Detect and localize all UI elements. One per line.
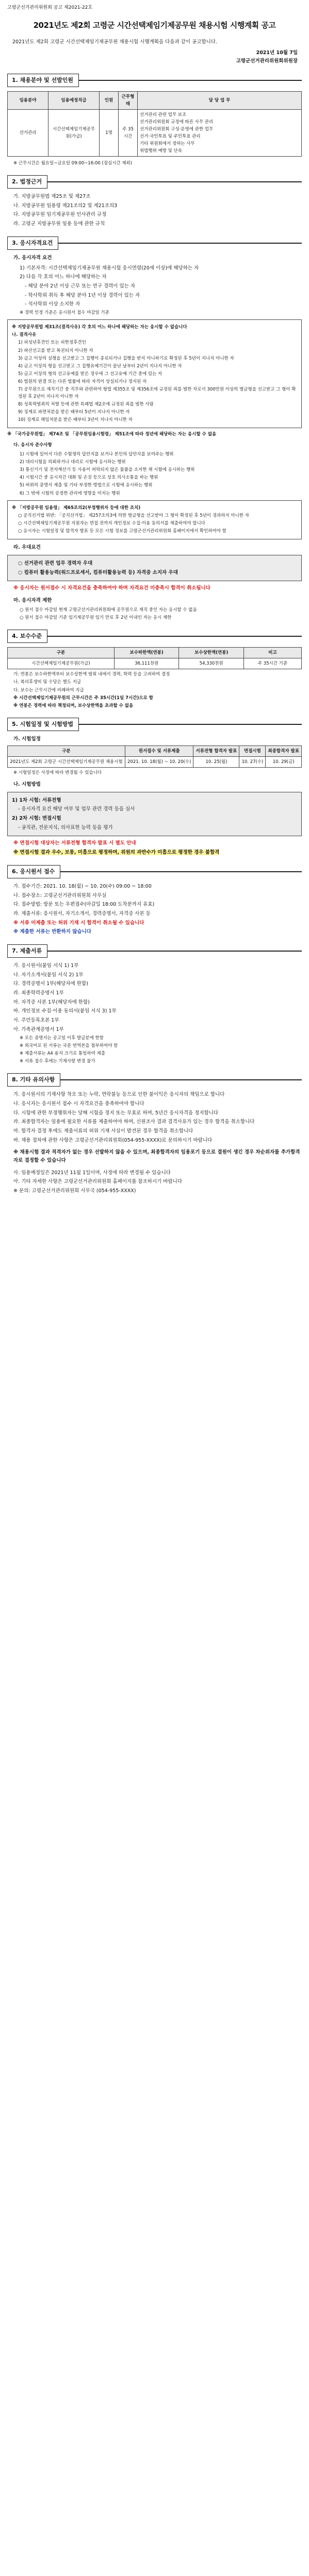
disqualification-box — [7, 319, 302, 428]
notice-page — [0, 0, 309, 1217]
notice-number: 고령군선거관리위원회 공고 제2021-22호 — [7, 5, 93, 10]
caution-item: 다. 시험에 관한 부정행위자는 당해 시험을 정지 또는 무효로 하며, 5년간 응시자격을 정지합니다 — [13, 1110, 219, 1116]
section-7-title: 7. 제출서류 — [7, 944, 47, 958]
cell-salary-min: 36,111천원 — [114, 658, 179, 669]
method-item: 2) 2차 시험: 면접시험 — [12, 816, 61, 822]
section-4-heading — [7, 630, 302, 643]
th-application: 원서접수 및 서류제출 — [125, 745, 193, 756]
disqual-item: 1) 피성년후견인 또는 피한정후견인 — [18, 340, 86, 346]
cell-field: 선거관리 — [8, 109, 48, 156]
interview-warning: ※ 면접시험 대상자는 서류전형 합격자 발표 시 별도 안내 — [13, 840, 136, 846]
section-4-title: 4. 보수수준 — [7, 630, 47, 643]
section-8-title: 8. 기타 유의사항 — [7, 1073, 60, 1087]
caution-bold-block: ※ 채용시험 결과 적격자가 없는 경우 선발하지 않을 수 있으며, 최종합격자의 임용포기 등으로 결원이 생긴 경우 차순위자를 추가합격자로 결정할 수 있습니다 — [13, 1149, 300, 1164]
duty-item: 선거관리위원회 구성·운영에 관한 업무 — [140, 126, 214, 132]
section-1-note: ※ 근무시간은 월요일~금요일 09:00~16:00 (점심시간 제외) — [13, 160, 133, 166]
application-notice: ※ 제출한 서류는 반환하지 않습니다 — [13, 929, 91, 935]
th-salary-type: 구분 — [8, 648, 115, 658]
method-item: - 응시자격 요건 해당 여부 및 업무 관련 경력 등을 심사 — [18, 806, 135, 812]
cell-doc-result: 10. 25(월) — [193, 756, 239, 767]
document-item: 마. 자격증 사본 1부(해당자에 한함) — [13, 999, 90, 1005]
duty-item: 선거관리위원회 규정에 따른 사무 관리 — [140, 119, 214, 125]
disqual-subheading: 나. 결격사유 — [12, 332, 37, 338]
conduct-item: 3) 통신기기 및 전자계산기 등 사용이 허락되지 않은 물품을 소지한 채 시험에 응시하는 행위 — [20, 467, 195, 472]
schedule-subheading: 가. 시험일정 — [13, 736, 41, 742]
salary-extra: ※ 연봉은 경력에 따라 책정되며, 보수상한액을 초과할 수 없음 — [13, 703, 134, 708]
duty-item: 선거관리 관련 업무 보조 — [140, 112, 187, 117]
restriction-item: ○ 원서 접수 마감일 기준 임기제공무원 임기 만료 후 2년 이내인 자는 응시 제한 — [20, 615, 172, 620]
application-item: 라. 제출서류: 응시원서, 자기소개서, 경력증명서, 자격증 사본 등 — [13, 910, 151, 917]
qual-item: - 해당 분야 2년 이상 근무 또는 연구 경력이 있는 자 — [25, 283, 136, 289]
cell-application: 2021. 10. 18(월) ~ 10. 20(수) — [125, 756, 193, 767]
restriction-subheading: 마. 응시자격 제한 — [13, 598, 52, 604]
conduct-item: 1) 시험에 있어서 다른 수험생의 답안지를 보거나 본인의 답안지를 보여주는 행위 — [20, 451, 174, 457]
th-salary-note: 비고 — [243, 648, 301, 658]
section-5-title: 5. 시험일정 및 시험방법 — [7, 718, 79, 731]
cell-duties — [138, 109, 302, 156]
section-6-title: 6. 응시원서 접수 — [7, 865, 60, 878]
disqual-boxnote: ※ 지방공무원법 제31조(결격사유) 각 호의 어느 하나에 해당하는 자는 응시할 수 없습니다 — [12, 325, 187, 330]
positions-table — [7, 91, 302, 157]
document-note: ※ 외국어로 된 서류는 국문 번역본을 첨부하여야 함 — [20, 1043, 118, 1048]
application-item: 나. 접수장소: 고령군선거관리위원회 사무실 — [13, 892, 107, 899]
caution-item: 사. 임용예정일은 2021년 11월 1일이며, 사정에 따라 변경될 수 있습니다 — [13, 1170, 171, 1176]
qual-item: 2) 다음 각 호의 어느 하나에 해당하는 자 — [20, 274, 107, 280]
method-item: - 공직관, 전문지식, 의사표현 능력 등을 평가 — [18, 824, 113, 831]
intro-text: 2021년도 제2회 고령군 시간선택제임기제공무원 채용시험 시행계획을 다음과 같이 공고합니다. — [12, 39, 217, 45]
disqual-item: 2) 파산선고를 받고 복권되지 아니한 자 — [18, 348, 93, 353]
section-2-title: 2. 법정근거 — [7, 175, 47, 189]
disqual-item: 4) 금고 이상의 형을 선고받고 그 집행유예기간이 끝난 날부터 2년이 지나지 아니한 자 — [18, 363, 182, 369]
conduct-subheading: 다. 응시자 준수사항 — [13, 443, 52, 448]
misconduct-box — [7, 500, 302, 540]
qual-item: - 석사학위 이상 소지한 자 — [25, 301, 80, 308]
section-1-heading — [7, 74, 302, 87]
cell-grade: 시간선택제임기제공무원(가급) — [48, 109, 100, 156]
conduct-item: 6) 그 밖에 시험의 공정한 관리에 영향을 미치는 행위 — [20, 490, 120, 496]
disqual-item: 6) 법원의 판결 또는 다른 법률에 따라 자격이 상실되거나 정지된 자 — [18, 379, 147, 385]
th-interview: 면접시험 — [239, 745, 266, 756]
misconduct-title: ※ 「지방공무원 임용령」 제65조의2(부정행위자 등에 대한 조치) — [12, 505, 141, 511]
document-item: 사. 주민등록초본 1부 — [13, 1018, 59, 1024]
section-3-title: 3. 응시자격요건 — [7, 236, 58, 250]
document-item: 다. 경력증명서 1부(해당자에 한함) — [13, 981, 88, 987]
cell-count: 1명 — [100, 109, 119, 156]
salary-note: 나. 복리후생비 및 수당은 별도 지급 — [13, 680, 82, 685]
retirement-note: ※ 「국가공무원법」 제74조 및 「공무원임용시험령」 제51조에 따라 정년에 해당하는 자는 응시할 수 없음 — [7, 432, 217, 437]
document-item: 나. 자기소개서(붙임 서식 2) 1부 — [13, 972, 84, 978]
application-warning: ※ 서류 미제출 또는 허위 기재 시 합격이 취소될 수 있습니다 — [13, 920, 144, 926]
salary-note: 다. 보수는 근무시간에 비례하여 지급 — [13, 687, 84, 693]
page-title: 2021년도 제2회 고령군 시간선택제임기제공무원 채용시험 시행계획 공고 — [33, 20, 276, 30]
disqual-item: 9) 징계로 파면처분을 받은 때부터 5년이 지나지 아니한 자 — [18, 409, 130, 415]
law-item: 라. 고령군 지방공무원 임용 등에 관한 규칙 — [13, 221, 105, 227]
conduct-item: 2) 대리시험을 의뢰하거나 대리로 시험에 응시하는 행위 — [20, 459, 126, 465]
law-item: 가. 지방공무원법 제25조 및 제27조 — [13, 194, 91, 200]
law-item: 다. 지방공무원 임기제공무원 인사관리 규정 — [13, 212, 107, 218]
preference-item: ○ 컴퓨터 활용능력(워드프로세서, 컴퓨터활용능력 등) 자격증 소지자 우대 — [18, 569, 178, 575]
contact-info: ※ 문의: 고령군선거관리위원회 사무국 (054-955-XXXX) — [13, 1188, 136, 1194]
section-8-heading — [7, 1073, 302, 1087]
misconduct-item: ○ 시간선택제임기제공무원 지원자는 면접 전까지 개인정보 수집·이용 동의서를 제출하여야 합니다 — [18, 521, 205, 527]
disqual-item: 7) 공무원으로 재직기간 중 직무와 관련하여 형법 제355조 및 제356조에 규정된 죄를 범한 자로서 300만원 이상의 벌금형을 선고받고 그 형이 확정된 후 2년이 지나지 아니한 자 — [18, 387, 296, 399]
preference-subheading: 라. 우대요건 — [13, 545, 41, 551]
th-grade: 임용예정직급 — [48, 91, 100, 109]
document-note: ※ 서류 접수 후에는 기재사항 변경 불가 — [20, 1059, 95, 1064]
th-count: 인원 — [100, 91, 119, 109]
qualification-warning: ※ 응시자는 원서접수 시 자격요건을 충족하여야 하며 자격요건 미충족시 합격이 취소됩니다 — [13, 585, 210, 591]
caution-item: 아. 기타 자세한 사항은 고령군선거관리위원회 홈페이지를 참조하시기 바랍니다 — [13, 1179, 183, 1185]
qual-subheading: 가. 응시자격 요건 — [13, 255, 52, 261]
restriction-item: ○ 원서 접수 마감일 현재 고령군선거관리위원회에 공무원으로 재직 중인 자는 응시할 수 없음 — [20, 607, 197, 613]
schedule-note: ※ 시험일정은 사정에 따라 변경될 수 있습니다 — [13, 770, 102, 775]
caution-item: 마. 합격자 결정 후에도 제출서류의 허위 기재 사실이 발견된 경우 합격을 취소합니다 — [13, 1128, 193, 1134]
th-salary-min: 보수하한액(연봉) — [114, 648, 179, 658]
method-subheading: 나. 시험방법 — [13, 782, 41, 788]
document-note: ※ 모든 증명서는 공고일 이후 발급분에 한함 — [20, 1035, 104, 1041]
th-doc-result: 서류전형 합격자 발표 — [193, 745, 239, 756]
preference-box — [7, 555, 302, 581]
interview-grading-highlight: ※ 면접시험 결과 우수, 보통, 미흡으로 평정하며, 위원의 과반수가 미흡으로 평정한 경우 불합격 — [13, 850, 220, 856]
th-schedule-type: 구분 — [8, 745, 125, 756]
disqual-item: 10) 징계로 해임처분을 받은 때부터 3년이 지나지 아니한 자 — [18, 417, 133, 423]
qual-item: 1) 기본자격: 시간선택제임기제공무원 채용시험 응시연령(20세 이상)에 해당하는 자 — [20, 265, 199, 271]
conduct-item: 5) 허위의 증명서 제출 및 기타 부정한 방법으로 시험에 응시하는 행위 — [20, 483, 153, 488]
qual-item: - 학사학위 취득 후 해당 분야 1년 이상 경력이 있는 자 — [25, 292, 140, 298]
cell-interview: 10. 27(수) — [239, 756, 266, 767]
application-item: 다. 접수방법: 방문 또는 우편접수(마감일 18:00 도착분까지 유효) — [13, 902, 155, 908]
salary-extra: ※ 시간선택제임기제공무원의 근무시간은 주 35시간(1일 7시간)으로 함 — [13, 695, 153, 701]
caution-item: 바. 채용 절차에 관한 사항은 고령군선거관리위원회(054-955-XXXX)로 문의하시기 바랍니다 — [13, 1137, 213, 1143]
salary-note: 가. 연봉은 보수하한액부터 보수상한액 범위 내에서 경력, 학력 등을 고려하여 결정 — [13, 672, 170, 677]
misconduct-item: ○ 응시자는 시험일정 및 합격자 발표 등 모든 시험 정보를 고령군선거관리위원회 홈페이지에서 확인하여야 함 — [18, 529, 226, 534]
caution-item: 나. 응시자는 응시원서 접수 시 자격요건을 충족하여야 합니다 — [13, 1101, 144, 1107]
qual-item: ※ 경력 인정 기준은 응시원서 접수 마감일 기준 — [20, 310, 109, 315]
section-3-heading — [7, 236, 302, 250]
cell-salary-max: 54,330천원 — [179, 658, 244, 669]
conduct-item: 4) 시험시간 중 응시자간 대화 및 손짓 등으로 상호 의사소통을 하는 행위 — [20, 475, 158, 481]
cell-worktype: 주 35시간 — [119, 109, 138, 156]
duty-item: 위법행위 예방 및 단속 — [140, 148, 183, 154]
section-2-heading — [7, 175, 302, 189]
document-item: 아. 가족관계증명서 1부 — [13, 1026, 64, 1032]
section-7-heading — [7, 944, 302, 958]
section-6-heading — [7, 865, 302, 878]
th-worktype: 근무형태 — [119, 91, 138, 109]
document-item: 가. 응시원서(붙임 서식 1) 1부 — [13, 963, 79, 969]
th-duties: 담 당 업 무 — [138, 91, 302, 109]
schedule-table — [7, 745, 302, 768]
issue-date: 2021년 10월 7일 — [256, 50, 298, 56]
method-item: 1) 1차 시험: 서류전형 — [12, 797, 61, 803]
document-item: 바. 개인정보 수집·이용 동의서(붙임 서식 3) 1부 — [13, 1008, 117, 1014]
caution-item: 가. 응시원서의 기재사항 착오 또는 누락, 연락불능 등으로 인한 불이익은 응시자의 책임으로 합니다 — [13, 1092, 225, 1098]
th-salary-max: 보수상한액(연봉) — [179, 648, 244, 658]
duty-item: 기타 위원회에서 정하는 사무 — [140, 141, 195, 146]
document-note: ※ 제출서류는 A4 용지 크기로 통일하여 제출 — [20, 1050, 105, 1056]
cell-final: 10. 29(금) — [266, 756, 302, 767]
cell-schedule-type: 2021년도 제2회 고령군 시간선택제임기제공무원 채용시험 — [8, 756, 125, 767]
issue-date-block — [7, 49, 298, 65]
th-field: 임용분야 — [8, 91, 48, 109]
section-5-heading — [7, 718, 302, 731]
duty-item: 선거·국민투표 및 주민투표 관리 — [140, 133, 201, 139]
misconduct-item: ○ 공직선거법 위반: 「공직선거법」 제257조의3에 의한 벌금형을 선고받아 그 형이 확정된 후 5년이 경과하지 아니한 자 — [18, 513, 249, 518]
application-item: 가. 접수기간: 2021. 10. 18(월) ~ 10. 20(수) 09:00 ~ 18:00 — [13, 883, 152, 889]
disqual-item: 5) 금고 이상의 형의 선고유예를 받은 경우에 그 선고유예 기간 중에 있는 자 — [18, 371, 162, 377]
preference-item: ○ 선거관리 관련 업무 경력자 우대 — [18, 561, 93, 567]
section-1-title: 1. 채용분야 및 선발인원 — [7, 74, 79, 87]
cell-salary-note: 주 35시간 기준 — [243, 658, 301, 669]
method-box — [7, 792, 302, 837]
document-item: 라. 최종학력증명서 1부 — [13, 990, 64, 996]
law-item: 나. 지방공무원 임용령 제21조의2 및 제21조의3 — [13, 202, 118, 209]
disqual-item: 8) 성폭력범죄의 처벌 등에 관한 특례법 제2조에 규정된 죄를 범한 사람 — [18, 401, 154, 407]
disqual-item: 3) 금고 이상의 실형을 선고받고 그 집행이 종료되거나 집행을 받지 아니하기로 확정된 후 5년이 지나지 아니한 자 — [18, 355, 234, 361]
th-final: 최종합격자 발표 — [266, 745, 302, 756]
caution-item: 라. 최종합격자는 임용에 필요한 서류를 제출하여야 하며, 신원조사 결과 결격사유가 있는 경우 합격을 취소합니다 — [13, 1119, 255, 1125]
salary-table — [7, 647, 302, 669]
cell-salary-type: 시간선택제임기제공무원(가급) — [8, 658, 115, 669]
issuer: 고령군선거관리위원회위원장 — [236, 58, 298, 64]
